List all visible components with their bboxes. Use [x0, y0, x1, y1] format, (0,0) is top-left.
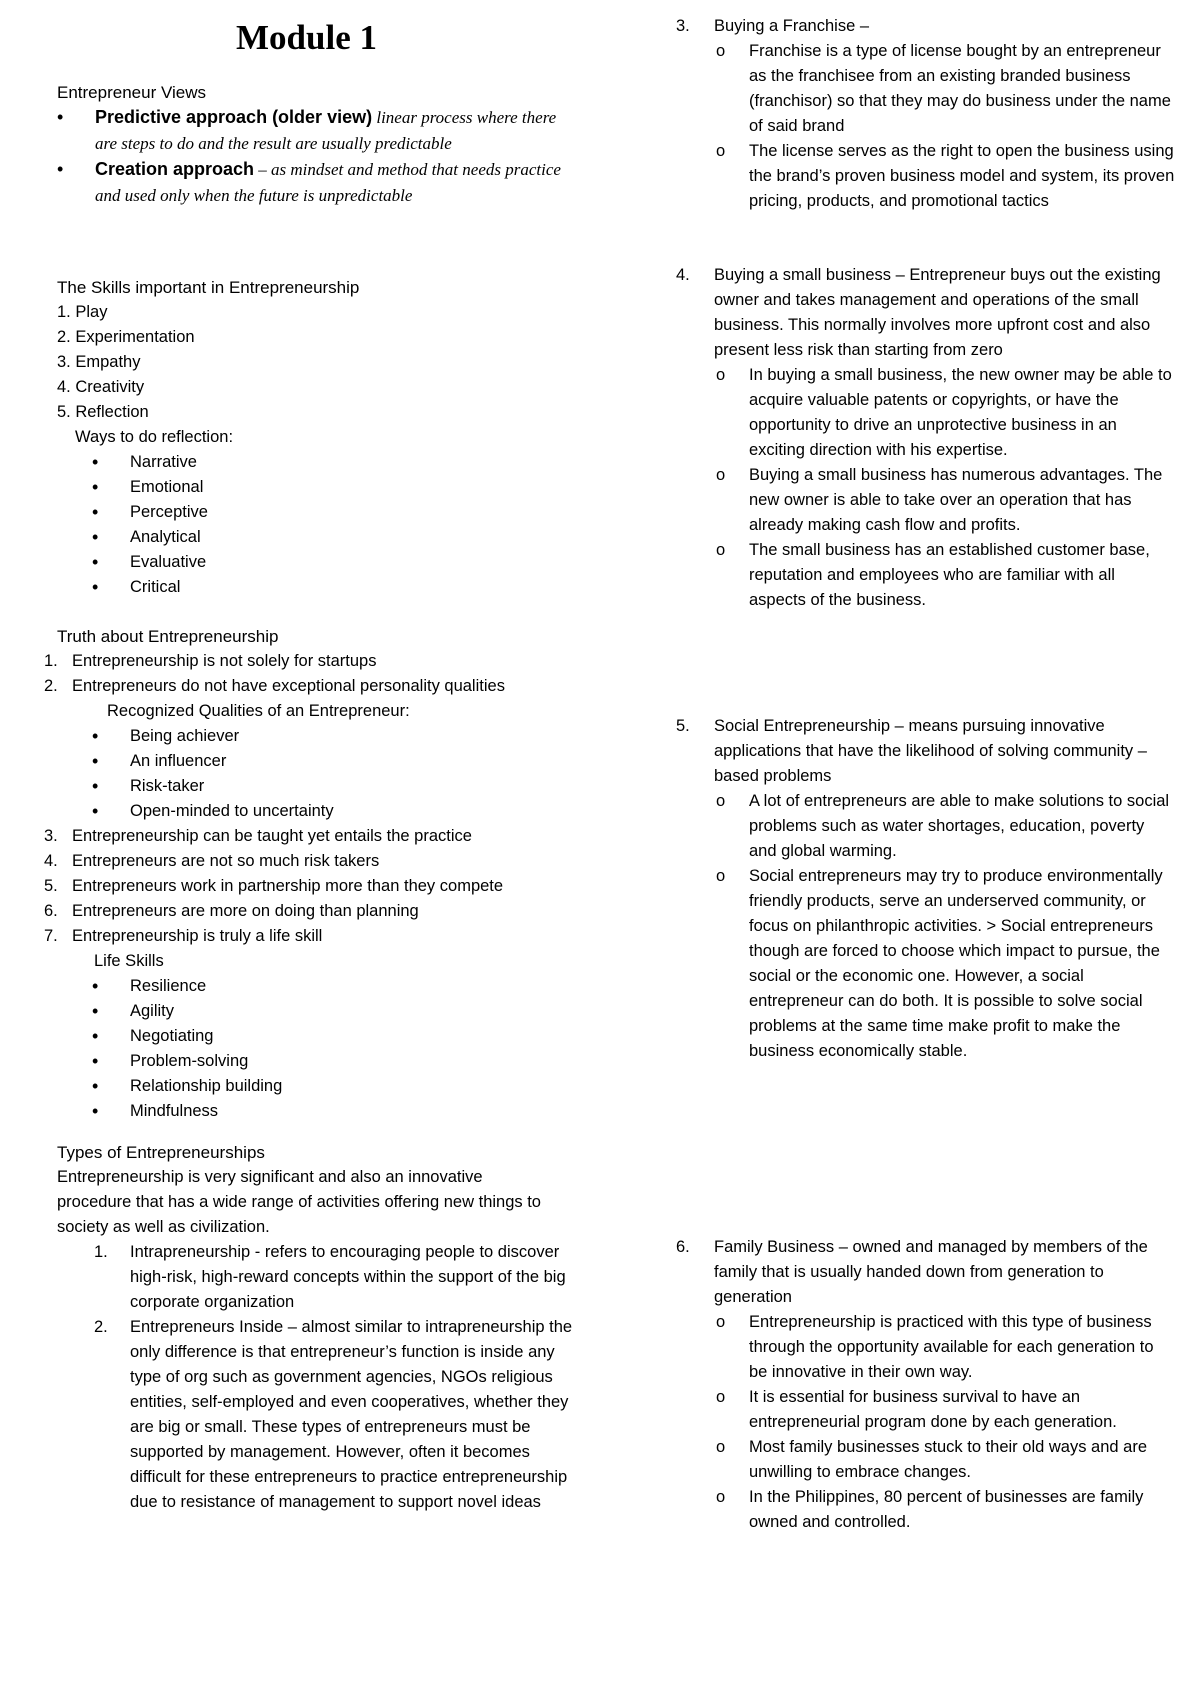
type-item-3: [676, 14, 1176, 214]
section-heading: Entrepreneur Views: [57, 83, 206, 102]
list-item: • Risk-taker: [92, 774, 584, 799]
type-item-5: [676, 714, 1176, 1064]
list-item: 5. Reflection: [57, 403, 149, 421]
item-italic: linear process where there are steps to do and the result are usually predictable: [95, 108, 557, 153]
entrepreneur-views-section: [57, 80, 577, 209]
list-item: • Mindfulness: [92, 1099, 584, 1124]
sub-item: o Buying a small business has numerous advantages. The new owner is able to take over an operation that has already making cash flow and profits.: [676, 463, 1176, 538]
sub-item: o In buying a small business, the new owner may be able to acquire valuable patents or copyrights, or have the opportunity to drive an unprotective business in an exciting direction with his expertise.: [676, 363, 1176, 463]
list-item: 7. Entrepreneurship is truly a life skill: [44, 927, 323, 945]
list-item: 2. Entrepreneurs do not have exceptional personality qualities: [44, 677, 505, 695]
sub-item: o The small business has an established customer base, reputation and employees who are familiar with all aspects of the business.: [676, 538, 1176, 613]
list-item: • Agility: [92, 999, 584, 1024]
list-item: 4. Entrepreneurs are not so much risk takers: [44, 852, 380, 870]
list-item: 3. Buying a Franchise –: [676, 17, 870, 35]
sub-item: o In the Philippines, 80 percent of businesses are family owned and controlled.: [676, 1485, 1176, 1535]
list-item: • Analytical: [92, 525, 577, 550]
skills-section: [57, 275, 577, 600]
list-item: 1. Entrepreneurship is not solely for startups: [44, 652, 377, 670]
list-item: [57, 157, 577, 209]
list-item: • Being achiever: [92, 724, 584, 749]
list-item: • Open-minded to uncertainty: [92, 799, 584, 824]
list-item: • Relationship building: [92, 1074, 584, 1099]
list-item: • Emotional: [92, 475, 577, 500]
sub-heading: Ways to do reflection:: [75, 428, 234, 446]
list-item: 2. Entrepreneurs Inside – almost similar to intrapreneurship the only difference is that entrepreneur’s function is inside any type of org such as government agencies, NGOs religious entities, self-employed and even cooperatives, whether they are big or small. These types of entrepreneurs must be supported by management. However, often it becomes difficult for these entrepreneurs to practice entrepreneurship due to resistance of management to support novel ideas: [94, 1318, 573, 1511]
sub-item: o The license serves as the right to open the business using the brand’s proven business model and system, its proven pricing, products, and promotional tactics: [676, 139, 1176, 214]
sub-item: o Social entrepreneurs may try to produce environmentally friendly products, serve an underserved community, or focus on philanthropic activities. > Social entrepreneurs though are forced to choose which impact to pursue, the social or the economic one. However, a social entrepreneur can do both. It is possible to solve social problems at the same time make profit to make the business economically stable.: [676, 864, 1176, 1064]
list-item: • Evaluative: [92, 550, 577, 575]
list-item: • Critical: [92, 575, 577, 600]
list-item: 1. Intrapreneurship - refers to encouraging people to discover high-risk, high-reward concepts within the support of the big corporate organization: [94, 1243, 566, 1311]
sub-item: o It is essential for business survival to have an entrepreneurial program done by each generation.: [676, 1385, 1176, 1435]
list-item: • Negotiating: [92, 1024, 584, 1049]
sub-heading: Life Skills: [94, 952, 164, 970]
item-italic: – as mindset and method that needs practice and used only when the future is unpredictable: [95, 160, 561, 205]
sub-item: o A lot of entrepreneurs are able to make solutions to social problems such as water shortages, education, poverty and global warming.: [676, 789, 1176, 864]
list-item: 2. Experimentation: [57, 328, 195, 346]
list-item: 3. Empathy: [57, 353, 141, 371]
list-item: • Narrative: [92, 450, 577, 475]
list-item: 3. Entrepreneurship can be taught yet entails the practice: [44, 827, 472, 845]
list-item: 1. Play: [57, 303, 108, 321]
item-bold: Creation approach: [95, 159, 255, 179]
intro-paragraph: Entrepreneurship is very significant and also an innovative procedure that has a wide range of activities offering new things to society as well as civilization.: [57, 1168, 541, 1236]
list-item: 4. Buying a small business – Entrepreneur buys out the existing owner and takes management and operations of the small business. This normally involves more upfront cost and also present less risk than starting from zero: [676, 266, 1161, 359]
list-item: • Perceptive: [92, 500, 577, 525]
list-item: [57, 105, 577, 157]
list-item: 5. Entrepreneurs work in partnership more than they compete: [44, 877, 504, 895]
sub-item: o Most family businesses stuck to their old ways and are unwilling to embrace changes.: [676, 1435, 1176, 1485]
list-item: 6. Family Business – owned and managed by members of the family that is usually handed down from generation to generation: [676, 1238, 1148, 1306]
type-item-4: [676, 263, 1176, 613]
list-item: • Resilience: [92, 974, 584, 999]
page-title: Module 1: [236, 18, 377, 57]
section-heading: Truth about Entrepreneurship: [57, 627, 279, 646]
section-heading: The Skills important in Entrepreneurship: [57, 278, 360, 297]
truth-section: [44, 624, 584, 1124]
list-item: 5. Social Entrepreneurship – means pursuing innovative applications that have the likelihood of solving community – based problems: [676, 717, 1147, 785]
list-item: 6. Entrepreneurs are more on doing than planning: [44, 902, 419, 920]
sub-item: o Entrepreneurship is practiced with this type of business through the opportunity available for each generation to be innovative in their own way.: [676, 1310, 1176, 1385]
item-bold: Predictive approach (older view): [95, 107, 373, 127]
types-section: [57, 1140, 577, 1515]
sub-heading: Recognized Qualities of an Entrepreneur:: [107, 702, 410, 720]
list-item: 4. Creativity: [57, 378, 145, 396]
list-item: • An influencer: [92, 749, 584, 774]
type-item-6: [676, 1235, 1176, 1535]
list-item: • Problem-solving: [92, 1049, 584, 1074]
sub-item: o Franchise is a type of license bought by an entrepreneur as the franchisee from an existing branded business (franchisor) so that they may do business under the name of said brand: [676, 39, 1176, 139]
section-heading: Types of Entrepreneurships: [57, 1143, 265, 1162]
